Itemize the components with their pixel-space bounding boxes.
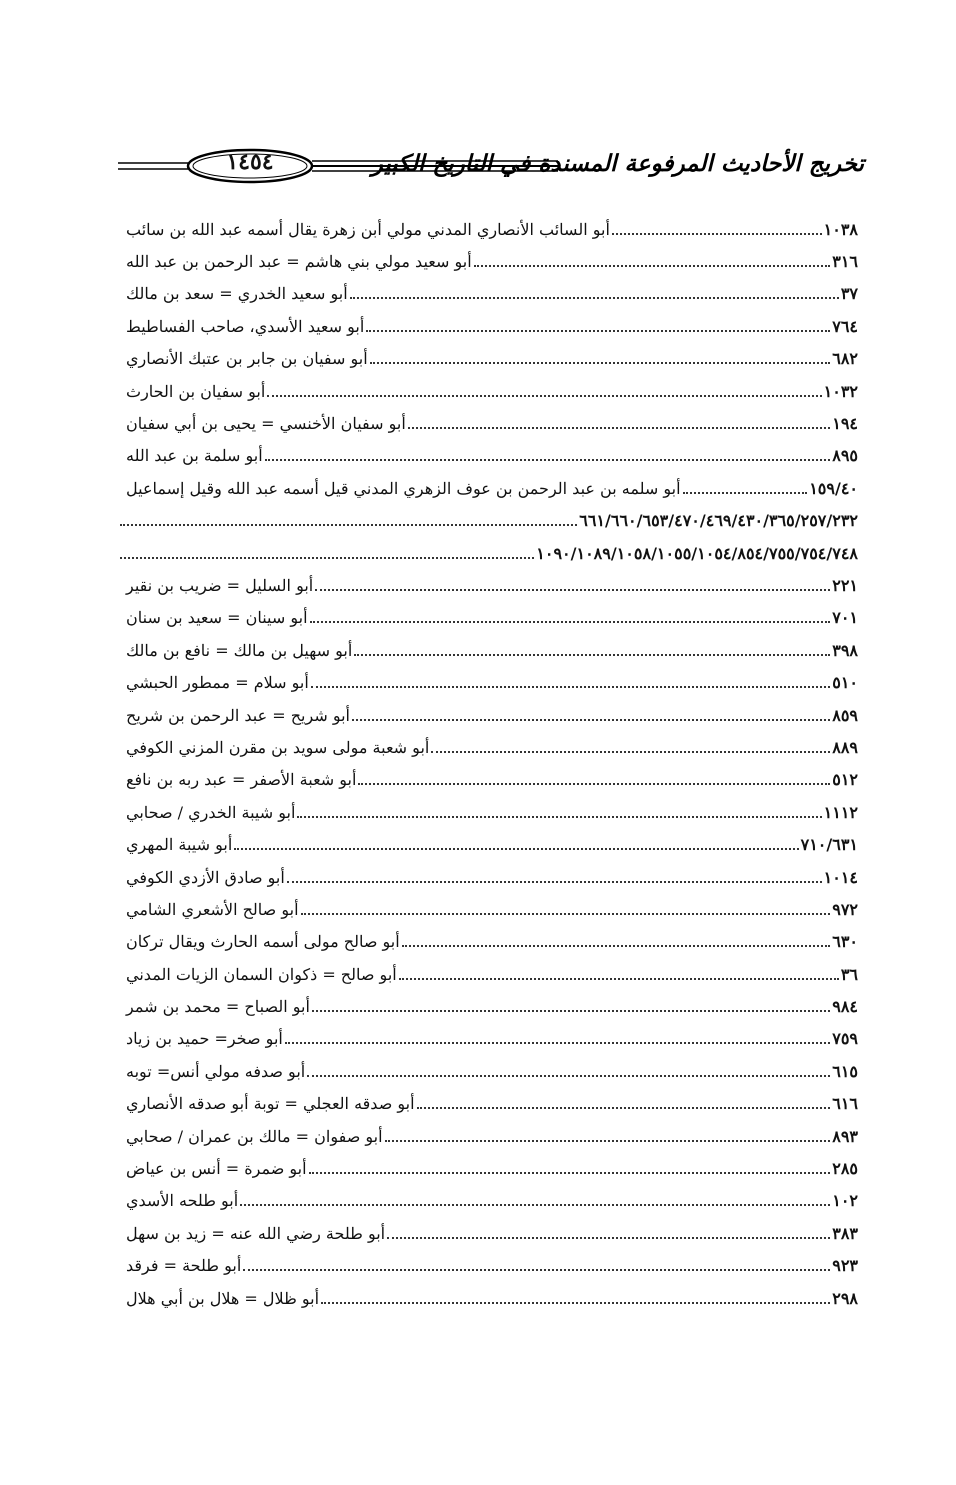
page-header xyxy=(118,140,864,200)
index-entry xyxy=(118,440,864,472)
entry-page-numbers: ١٥٩/٤٠ xyxy=(809,478,858,498)
entry-name: أبو شريح = عبد الرحمن بن شريح xyxy=(126,705,350,725)
leader-dots xyxy=(120,523,577,526)
leader-dots xyxy=(612,232,822,235)
leader-dots xyxy=(366,329,830,332)
leader-dots xyxy=(311,685,830,688)
leader-dots xyxy=(417,1106,831,1109)
leader-dots xyxy=(354,653,830,656)
leader-dots xyxy=(301,912,831,915)
entry-name: أبو صخر= حميد بن زياد xyxy=(126,1029,283,1049)
index-entry xyxy=(118,990,864,1022)
leader-dots xyxy=(243,1268,830,1271)
leader-dots xyxy=(358,782,830,785)
entry-page-numbers: ٩٧٢ xyxy=(832,899,858,919)
leader-dots xyxy=(474,264,831,267)
entry-page-numbers: ١٠٩٠/١٠٨٩/١٠٥٨/١٠٥٥/١٠٥٤/٨٥٤/٧٥٥/٧٥٤/٧٤٨ xyxy=(536,543,858,563)
entry-page-numbers: ٧٥٩ xyxy=(832,1029,858,1049)
entry-name: أبو صالح = ذكوان السمان الزيات المدني xyxy=(126,964,397,984)
entry-page-numbers: ٦٦١/٦٦٠/٦٥٣/٤٧٠/٤٦٩/٤٣٠/٣٦٥/٢٥٧/٢٣٢ xyxy=(579,511,858,531)
leader-dots xyxy=(240,1203,830,1206)
leader-dots xyxy=(297,815,821,818)
index-entry xyxy=(118,602,864,634)
index-entry xyxy=(118,343,864,375)
leader-dots xyxy=(408,426,830,429)
entry-page-numbers: ٩٢٣ xyxy=(832,1256,858,1276)
entry-name: أبو سفيان بن الحارث xyxy=(126,381,266,401)
index-entry xyxy=(118,828,864,860)
entry-name: أبو صدقه العجلي = توبة أبو صدقه الأنصاري xyxy=(126,1094,415,1114)
entry-name: أبو طلحه الأسدي xyxy=(126,1191,239,1211)
entry-page-numbers: ٩٨٤ xyxy=(832,997,858,1017)
entry-name: أبو السليل = ضريب بن نقير xyxy=(126,575,314,595)
entry-name: أبو صالح الأشعري الشامي xyxy=(126,899,299,919)
entry-page-numbers: ٢٨٥ xyxy=(832,1159,858,1179)
entry-page-numbers: ٨٨٩ xyxy=(832,737,858,757)
entry-page-numbers: ٦٣٠ xyxy=(832,932,858,952)
entry-name: أبو شيبة المهري xyxy=(126,835,233,855)
entry-name: أبو شعبة الأصفر = عبد ربه بن نافع xyxy=(126,770,357,790)
entry-name: أبو شعبة مولى سويد بن مقرن المزني الكوفي xyxy=(126,737,430,757)
page-number: ١٤٥٤ xyxy=(226,149,274,175)
entry-page-numbers: ٨٩٥ xyxy=(832,446,858,466)
entry-page-numbers: ٢٢١ xyxy=(832,575,858,595)
entry-page-numbers: ١٠٣٨ xyxy=(823,219,858,239)
leader-dots xyxy=(307,1074,830,1077)
leader-dots xyxy=(265,458,831,461)
entry-page-numbers: ٣٧ xyxy=(840,284,858,304)
entry-page-numbers: ٣١٦ xyxy=(832,252,858,272)
entry-page-numbers: ٢٩٨ xyxy=(832,1288,858,1308)
index-entry xyxy=(118,699,864,731)
entry-name: أبو سينان = سعيد بن سنان xyxy=(126,608,308,628)
running-title: تخريج الأحاديث المرفوعة المسندة في التاريخ الكبير xyxy=(371,150,864,177)
entry-name: أبو صدفه مولي أنس= توبه xyxy=(126,1061,306,1081)
index-entry xyxy=(118,569,864,601)
entry-name: أبو الصباح = محمد بن شمر xyxy=(126,997,310,1017)
page-number-ornament xyxy=(118,146,558,186)
index-entry xyxy=(118,893,864,925)
leader-dots xyxy=(120,556,534,559)
index-entry xyxy=(118,634,864,666)
leader-dots xyxy=(370,361,831,364)
entry-page-numbers: ١٩٤ xyxy=(832,414,858,434)
index-entry xyxy=(118,796,864,828)
entry-page-numbers: ٧٦٤ xyxy=(832,316,858,336)
index-entry xyxy=(118,861,864,893)
leader-dots xyxy=(350,296,839,299)
leader-dots xyxy=(352,718,830,721)
entry-name: أبو سلمه بن عبد الرحمن بن عوف الزهري المدني قيل أسمه عبد الله وقيل إسماعيل xyxy=(126,478,681,498)
leader-dots xyxy=(683,491,808,494)
entry-page-numbers: ٥١٠ xyxy=(832,673,858,693)
leader-dots xyxy=(310,620,831,623)
entry-name: أبو سفيان بن جابر بن عتبك الأنصاري xyxy=(126,349,368,369)
index-entry xyxy=(118,1055,864,1087)
entry-page-numbers: ١٠١٤ xyxy=(823,867,858,887)
index-entry xyxy=(118,1282,864,1314)
index-entry-continuation xyxy=(118,505,864,537)
index-entry xyxy=(118,1023,864,1055)
index-entry xyxy=(118,731,864,763)
leader-dots xyxy=(431,750,830,753)
leader-dots xyxy=(285,1041,830,1044)
index-entry xyxy=(118,375,864,407)
entry-page-numbers: ٥١٢ xyxy=(832,770,858,790)
index-entry xyxy=(118,764,864,796)
entry-name: أبو سهيل بن مالك = نافع بن مالك xyxy=(126,640,353,660)
entry-name: أبو ضمرة = أنس بن عياض xyxy=(126,1159,307,1179)
entry-name: أبو سعيد الخدري = سعد بن مالك xyxy=(126,284,348,304)
entry-page-numbers: ٨٥٩ xyxy=(832,705,858,725)
index-entry xyxy=(118,310,864,342)
entry-name: أبو ظلال = هلال بن أبي هلال xyxy=(126,1288,320,1308)
entry-page-numbers: ١١١٢ xyxy=(823,802,858,822)
leader-dots xyxy=(287,880,822,883)
leader-dots xyxy=(267,394,821,397)
entry-name: أبو صالح مولى أسمه الحارث ويقال تركان xyxy=(126,932,400,952)
entry-name: أبو صفوان = مالك بن عمران / صحابي xyxy=(126,1126,383,1146)
entry-page-numbers: ٧٠١ xyxy=(832,608,858,628)
leader-dots xyxy=(309,1171,831,1174)
entry-page-numbers: ١٠٣٢ xyxy=(823,381,858,401)
entry-name: أبو طلحة رضي الله عنه = زيد بن سهل xyxy=(126,1223,386,1243)
leader-dots xyxy=(315,588,830,591)
index-entry xyxy=(118,472,864,504)
index-entry xyxy=(118,213,864,245)
leader-dots xyxy=(399,977,839,980)
index-entry-continuation xyxy=(118,537,864,569)
leader-dots xyxy=(387,1236,830,1239)
index-entry xyxy=(118,1152,864,1184)
index-entry xyxy=(118,1120,864,1152)
index-entry xyxy=(118,278,864,310)
entry-page-numbers: ٨٩٣ xyxy=(832,1126,858,1146)
entry-page-numbers: ٦١٦ xyxy=(832,1094,858,1114)
index-entry xyxy=(118,1185,864,1217)
leader-dots xyxy=(234,847,798,850)
entry-page-numbers: ٧١٠/٦٣١ xyxy=(800,835,858,855)
index-entries xyxy=(118,213,864,1314)
entry-name: أبو شيبة الخدري / صحابي xyxy=(126,802,296,822)
entry-page-numbers: ٣٨٣ xyxy=(832,1223,858,1243)
leader-dots xyxy=(312,1009,830,1012)
index-entry xyxy=(118,1250,864,1282)
entry-name: أبو طلحة = فرقد xyxy=(126,1256,242,1276)
index-entry xyxy=(118,666,864,698)
index-entry xyxy=(118,1088,864,1120)
entry-name: أبو سلام = ممطور الحبشي xyxy=(126,673,309,693)
leader-dots xyxy=(402,944,831,947)
entry-page-numbers: ٣٩٨ xyxy=(832,640,858,660)
entry-name: أبو سعيد الأسدي، صاحب الفساطيط xyxy=(126,316,365,336)
entry-name: أبو سفيان الأخنسي = يحيى بن أبي سفيان xyxy=(126,414,406,434)
entry-page-numbers: ١٠٢ xyxy=(832,1191,858,1211)
index-entry xyxy=(118,1217,864,1249)
index-entry xyxy=(118,926,864,958)
entry-name: أبو السائب الأنصاري المدني مولي أبن زهرة يقال أسمه عبد الله بن سائب xyxy=(126,219,610,239)
index-entry xyxy=(118,958,864,990)
index-entry xyxy=(118,245,864,277)
leader-dots xyxy=(321,1301,830,1304)
entry-name: أبو سعيد مولي بني هاشم = عبد الرحمن بن عبد الله xyxy=(126,252,472,272)
entry-page-numbers: ٦٨٢ xyxy=(832,349,858,369)
entry-page-numbers: ٣٦ xyxy=(840,964,858,984)
leader-dots xyxy=(385,1139,831,1142)
entry-name: أبو صادق الأزدي الكوفي xyxy=(126,867,285,887)
index-entry xyxy=(118,407,864,439)
entry-page-numbers: ٦١٥ xyxy=(832,1061,858,1081)
entry-name: أبو سلمة بن عبد الله xyxy=(126,446,263,466)
